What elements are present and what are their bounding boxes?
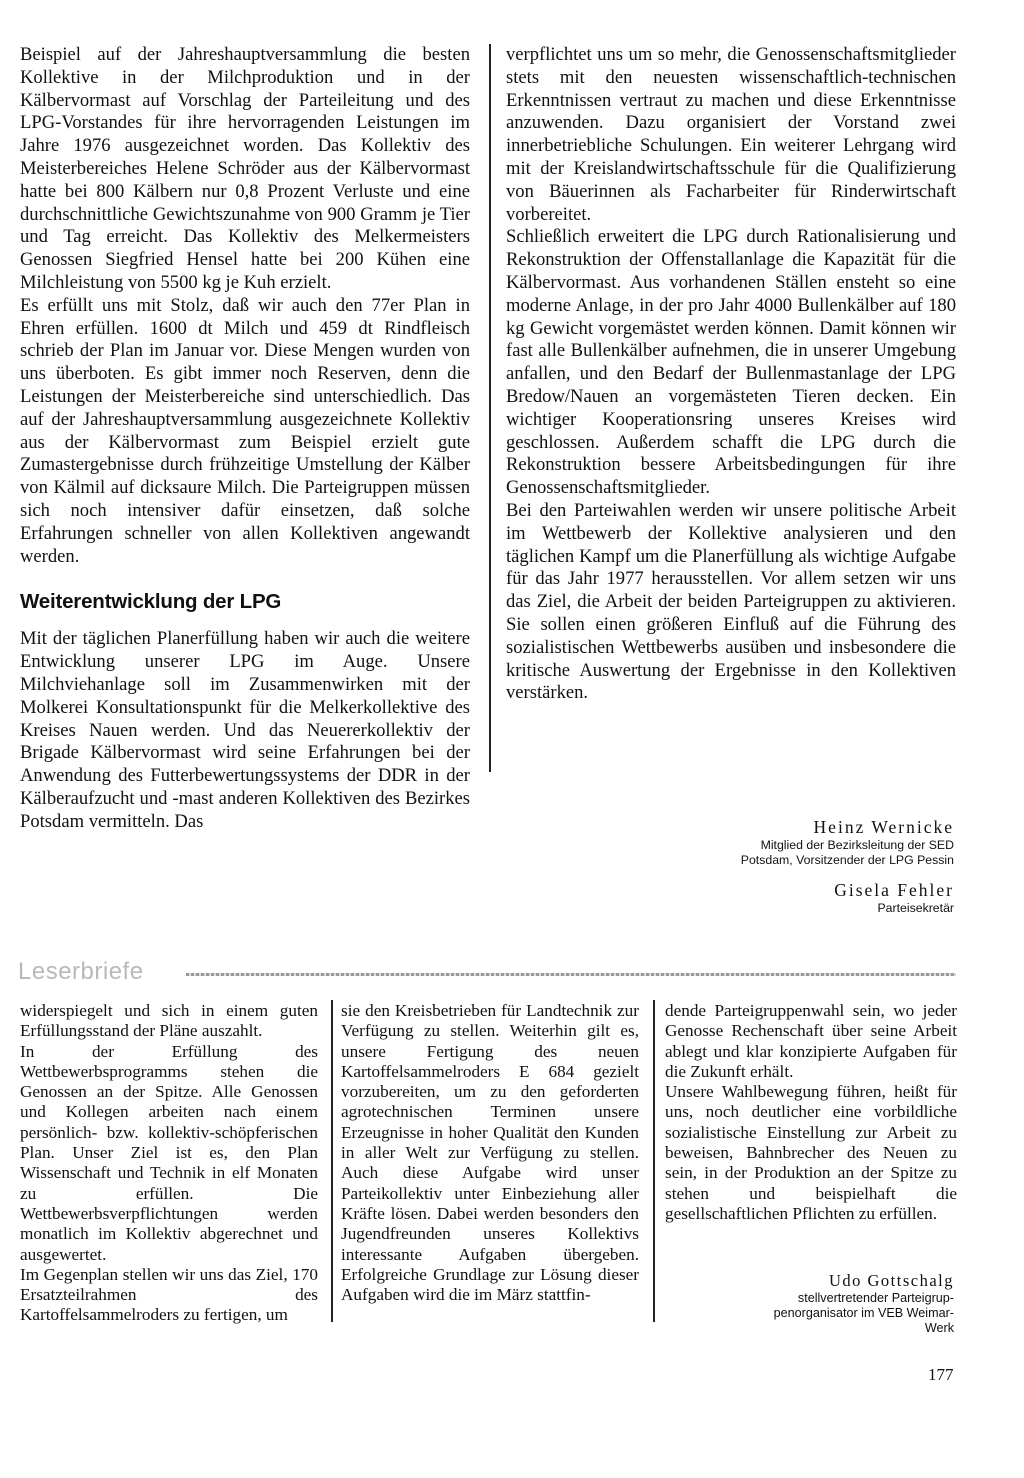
letter-column-1	[20, 1001, 318, 1326]
author-role: Potsdam, Vorsitzender der LPG Pessin	[740, 853, 954, 867]
letter-paragraph: Unsere Wahlbewegung führen, heißt für uns, noch deutlicher eine vorbildliche sozialistische Einstellung zur Arbeit zu beweisen, Bahnbrecher des Neuen zu sein, in der Produktion an der Spitze zu stehen und beispielhaft die gesellschaftlichen Pflichten zu erfüllen.	[665, 1082, 957, 1223]
author-signature	[834, 880, 954, 916]
letter-column-3	[665, 1001, 957, 1224]
column-divider	[653, 1000, 655, 1322]
author-name: Gisela Fehler	[834, 880, 954, 900]
column-divider	[331, 1000, 333, 1322]
letter-paragraph: Im Gegenplan stellen wir uns das Ziel, 170 Ersatzteilrahmen des Kartoffelsammelroders zu fertigen, um	[20, 1264, 318, 1325]
header-rule	[186, 973, 956, 976]
letter-author-role: stellvertretender Parteigrup-	[797, 1291, 954, 1305]
article-paragraph: verpflichtet uns um so mehr, die Genossenschaftsmitglieder stets mit den neuesten wissenschaftlich-technischen Erkenntnissen vertraut zu machen und diese Erkenntnisse anzuwenden. Dazu organisiert der Vorstand zwei innerbetriebliche Schulungen. Ein weiterer Lehrgang wird mit der Kreislandwirtschaftsschule für die Qualifizierung von Bäuerinnen als Facharbeiter für Rinderwirtschaft vorbereitet.	[506, 44, 956, 225]
column-divider	[489, 44, 491, 772]
author-name: Heinz Wernicke	[813, 817, 954, 837]
article-paragraph: Es erfüllt uns mit Stolz, daß wir auch den 77er Plan in Ehren erfüllen. 1600 dt Milch und 459 dt Rindfleisch schrieb der Plan im Januar vor. Diese Mengen wurden von uns überboten. Es gibt immer noch Reserven, denn die Leistungen der Meisterbereiche sind unterschiedlich. Das auf der Jahreshauptversammlung ausgezeichnete Kollektiv aus der Kälbervormast zum Beispiel erzielt gute Zumastergebnisse durch frühzeitige Umstellung der Kälber von Kälmil auf dicksaure Milch. Die Parteigruppen müssen sich noch intensiver dafür einsetzen, daß solche Erfahrungen schneller von allen Kollektiven angewandt werden.	[20, 294, 470, 567]
letter-paragraph: dende Parteigruppenwahl sein, wo jeder Genosse Rechenschaft über seine Arbeit ablegt und klar konzipierte Aufgaben für die Zukunft erhält.	[665, 1001, 957, 1081]
article-right-column	[506, 44, 956, 705]
letters-section-header	[18, 958, 956, 988]
letter-column-2	[341, 1001, 639, 1305]
section-heading: Weiterentwicklung der LPG	[20, 590, 282, 614]
article-paragraph: Schließlich erweitert die LPG durch Rationalisierung und Rekonstruktion der Offenstallanlage die Kapazität für die Kälbervormast. Aus vorhandenen Ställen ensteht so eine moderne Anlage, in der pro Jahr 4000 Bullenkälber auf 180 kg Gewicht vorgemästet werden können. Damit können wir fast alle Bullenkälber aufnehmen, die in unserer Umgebung anfallen, und den Bedarf der Bullenmastanlage der LPG Bredow/Nauen an vorgemästeten Tieren decken. Ein wichtiger Kooperationsring unseres Kreises wird geschlossen. Außerdem schafft die LPG durch die Rekonstruktion bessere Arbeitsbedingungen für ihre Genossenschaftsmitglieder.	[506, 226, 956, 499]
letter-paragraph: In der Erfüllung des Wettbewerbsprogramms stehen die Genossen an der Spitze. Alle Genossen und Kollegen arbeiten nach einem persönlich- bzw. kollektiv-schöpferischen Plan. Unser Ziel ist es, den Plan Wissenschaft und Technik in elf Monaten zu erfüllen. Die Wettbewerbsverpflichtungen werden monatlich im Kollektiv abgerechnet und ausgewertet.	[20, 1041, 318, 1264]
article-paragraph: Beispiel auf der Jahreshauptversammlung die besten Kollektive in der Milchproduktion und in der Kälbervormast auf Vorschlag der Parteileitung und des LPG-Vorstandes für ihre hervorragenden Leistungen im Jahre 1976 ausgezeichnet worden. Das Kollektiv des Meisterbereiches Helene Schröder aus der Kälbervormast hatte bei 800 Kälbern nur 0,8 Prozent Verluste und eine durchschnittliche Gewichtszunahme von 900 Gramm je Tier und Tag erreicht. Das Kollektiv des Melkermeisters Genossen Siegfried Hensel hatte bei 200 Kühen eine Milchleistung von 5500 kg je Kuh erzielt.	[20, 44, 470, 293]
letter-paragraph: sie den Kreisbetrieben für Landtechnik zur Verfügung zu stellen. Weiterhin gilt es, unsere Fertigung des neuen Kartoffelsammelroders E 684 gezielt vorzubereiten, um zu den geforderten agrotechnischen Terminen unsere Erzeugnisse in hoher Qualität den Kunden in aller Welt zur Verfügung zu stellen. Auch diese Aufgabe wird unser Parteikollektiv unter Einbeziehung aller Kräfte lösen. Dabei werden besonders den Jugendfreunden unseres Kollektivs interessante Aufgaben übergeben. Erfolgreiche Grundlage zur Lösung dieser Aufgaben wird die im März stattfin-	[341, 1001, 639, 1305]
article-paragraph: Mit der täglichen Planerfüllung haben wir auch die weitere Entwicklung unserer LPG im Auge. Unsere Milchviehanlage soll im Zusammenwirken mit der Molkerei Konsultationspunkt für die Melkerkollektive des Kreises Nauen werden. Und das Neuererkollektiv der Brigade Kälbervormast wird seine Erfahrungen bei der Anwendung des Futterbewertungssystems der DDR in der Kälberaufzucht und -mast anderen Kollektiven des Bezirkes Potsdam vermitteln. Das	[20, 628, 470, 832]
letter-signature	[774, 1271, 954, 1336]
author-signature	[741, 817, 954, 868]
letter-author-role: Werk	[924, 1321, 954, 1335]
author-role: Mitglied der Bezirksleitung der SED	[760, 838, 954, 852]
letter-author-role: penorganisator im VEB Weimar-	[773, 1306, 954, 1320]
article-paragraph: Bei den Parteiwahlen werden wir unsere politische Arbeit im Wettbewerb der Kollektive analysieren und den täglichen Kampf um die Planerfüllung als wichtige Aufgabe für das Jahr 1977 herausstellen. Vor allem setzen wir uns das Ziel, die Arbeit der beiden Parteigruppen zu aktivieren. Sie sollen einen größeren Einfluß auf die Führung des sozialistischen Wettbewerbs ausüben und insbesondere die kritische Auswertung der Ergebnisse in den Kollektiven verstärken.	[506, 499, 956, 704]
letters-title: Leserbriefe	[18, 958, 144, 985]
article-left-column	[20, 44, 470, 834]
letter-paragraph: widerspiegelt und sich in einem guten Erfüllungsstand der Pläne auszahlt.	[20, 1001, 318, 1041]
letter-author-name: Udo Gottschalg	[828, 1271, 954, 1290]
page-number: 177	[928, 1365, 954, 1384]
author-role: Parteisekretär	[877, 901, 954, 915]
